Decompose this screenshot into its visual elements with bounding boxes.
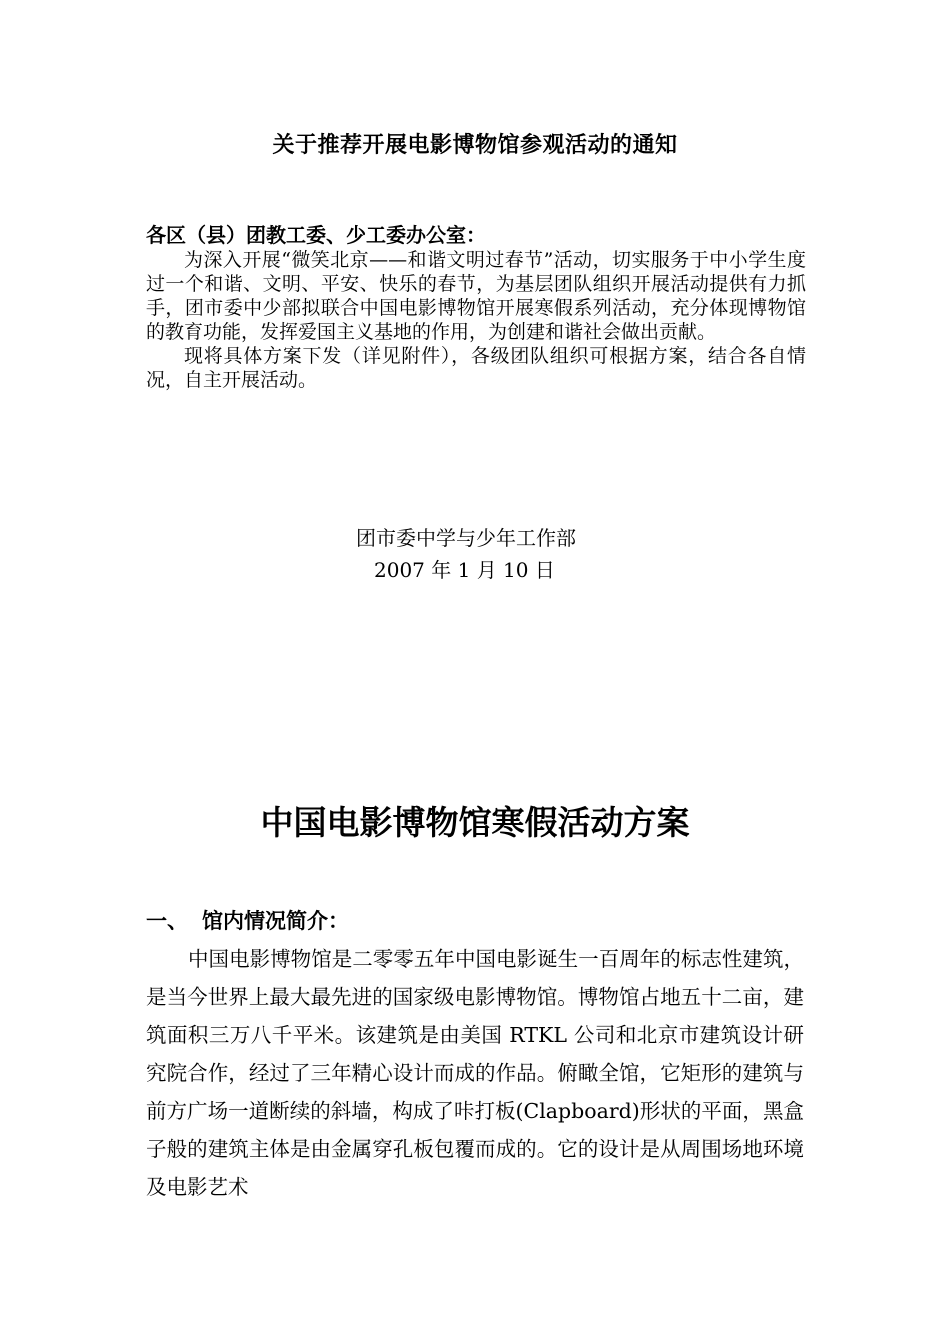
notice-title: 关于推荐开展电影博物馆参观活动的通知 <box>272 133 678 158</box>
notice-signature <box>356 522 576 586</box>
plan-title: 中国电影博物馆寒假活动方案 <box>260 803 690 842</box>
notice-paragraph: 现将具体方案下发（详见附件），各级团队组织可根据方案，结合各自情况，自主开展活动。 <box>146 345 806 391</box>
section-heading <box>146 906 349 936</box>
signature-date: 2007 年 1 月 10 日 <box>374 558 555 582</box>
section-paragraph: 中国电影博物馆是二零零五年中国电影诞生一百周年的标志性建筑，是当今世界上最大最先进的国家级电影博物馆。博物馆占地五十二亩，建筑面积三万八千平米。该建筑是由美国 RTKL 公司和北京市建筑设计研究院合作，经过了三年精心设计而成的作品。俯瞰全馆，它矩形的建筑与前方广场一道断续的斜墙，构成了咔打板(Clapboard)形状的平面，黑盒子般的建筑主体是由金属穿孔板包覆而成的。它的设计是从周围场地环境及电影艺术 <box>146 947 804 1199</box>
notice-addressee: 各区（县）团教工委、少工委办公室： <box>146 223 486 247</box>
section-number: 一、 <box>146 909 188 933</box>
section-heading-text: 馆内情况简介： <box>202 909 349 933</box>
signature-org: 团市委中学与少年工作部 <box>356 526 576 550</box>
section-body <box>146 940 804 1206</box>
notice-paragraph: 为深入开展“微笑北京——和谐文明过春节”活动，切实服务于中小学生度过一个和谐、文明、平安、快乐的春节，为基层团队组织开展活动提供有力抓手，团市委中少部拟联合中国电影博物馆开展寒假系列活动，充分体现博物馆的教育功能，发挥爱国主义基地的作用，为创建和谐社会做出贡献。 <box>146 249 806 343</box>
notice-body <box>146 248 806 392</box>
